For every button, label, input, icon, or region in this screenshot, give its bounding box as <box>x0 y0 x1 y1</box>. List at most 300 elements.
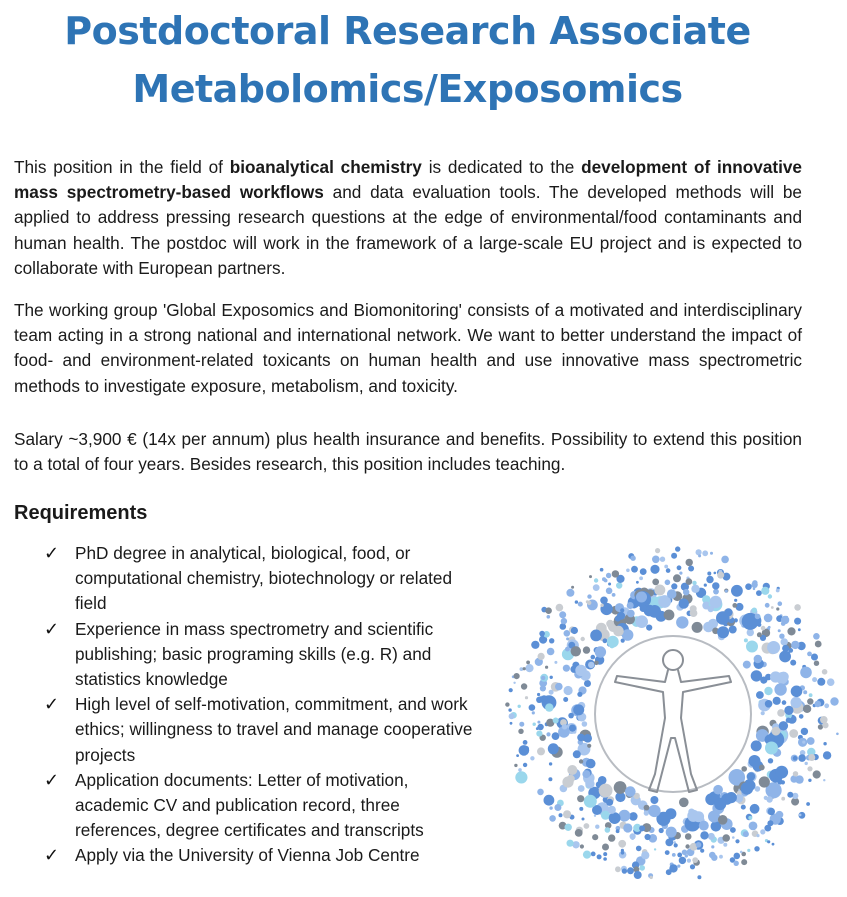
dot <box>761 587 769 595</box>
dot <box>823 779 825 781</box>
dot <box>548 777 552 781</box>
dot <box>510 722 513 725</box>
dot <box>790 660 796 666</box>
dot <box>652 579 659 586</box>
dot <box>518 768 522 772</box>
dot <box>820 716 828 724</box>
dot <box>600 604 603 607</box>
dot <box>747 629 754 636</box>
dot <box>567 765 577 775</box>
dot <box>767 840 770 843</box>
dot <box>732 836 735 839</box>
dot <box>578 602 583 607</box>
dot <box>807 766 812 771</box>
dot <box>768 758 773 763</box>
check-icon: ✓ <box>44 618 60 640</box>
dot <box>771 606 774 609</box>
dot <box>815 701 822 708</box>
dot <box>660 557 665 562</box>
dot <box>756 590 762 596</box>
dot <box>704 584 707 587</box>
dot <box>526 661 530 665</box>
dot <box>654 585 665 596</box>
requirement-text: Experience in mass spectrometry and scientific publishing; basic programing skills (e.g. R) and statistics knowledge <box>75 618 434 690</box>
dot <box>562 724 567 729</box>
dot <box>532 711 535 714</box>
dot <box>606 573 611 578</box>
dot <box>573 704 584 715</box>
dot <box>836 733 839 736</box>
dot <box>609 812 621 824</box>
dot <box>606 620 614 628</box>
dot <box>602 844 609 851</box>
dot <box>587 744 591 748</box>
dot <box>710 552 713 555</box>
dot <box>525 664 533 672</box>
dot <box>575 829 583 837</box>
dot <box>768 626 771 629</box>
check-icon: ✓ <box>44 543 60 564</box>
dot <box>698 554 701 557</box>
dot <box>537 721 540 724</box>
dot <box>674 843 678 847</box>
dot <box>555 683 563 691</box>
dot <box>774 683 786 695</box>
dot <box>608 806 616 814</box>
dot <box>565 824 572 831</box>
dot <box>786 718 791 723</box>
dot <box>724 608 732 616</box>
dot <box>773 778 777 782</box>
dot <box>764 614 773 623</box>
dot <box>604 852 607 855</box>
dot <box>639 576 643 580</box>
dot <box>577 734 585 742</box>
dot <box>827 678 835 686</box>
dot <box>673 574 681 582</box>
dot <box>573 750 581 758</box>
dot <box>672 853 676 857</box>
dot <box>776 607 779 610</box>
requirement-text: Apply via the University of Vienna Job Centre <box>75 845 420 866</box>
dot <box>691 585 699 593</box>
dot <box>655 548 660 553</box>
dot <box>692 581 696 585</box>
dot <box>519 722 524 727</box>
dot <box>677 865 680 868</box>
dot <box>594 578 598 582</box>
dot <box>650 876 653 879</box>
dot <box>560 623 567 630</box>
dot <box>759 765 765 771</box>
dot <box>586 600 589 603</box>
dot <box>823 751 831 759</box>
dot <box>615 866 621 872</box>
dot <box>548 743 559 754</box>
dot <box>679 598 689 608</box>
dot <box>746 641 758 653</box>
dot <box>616 582 622 588</box>
dot <box>627 602 634 609</box>
dot <box>545 703 553 711</box>
dot <box>523 763 527 767</box>
dot <box>761 626 766 631</box>
dot <box>795 775 803 783</box>
dot <box>807 698 813 704</box>
dot <box>687 859 691 863</box>
dot <box>783 652 789 658</box>
salary-paragraph: Salary ~3,900 € (14x per annum) plus health insurance and benefits. Possibility to extend this position to a total of four years. Besides research, this position includes teaching. <box>14 429 802 475</box>
dot <box>666 568 671 573</box>
requirement-item <box>44 617 484 693</box>
dot <box>809 693 813 697</box>
dot <box>514 673 520 679</box>
dot <box>584 680 591 687</box>
intro-paragraph <box>14 155 802 281</box>
dot <box>676 616 688 628</box>
requirement-item <box>44 541 484 617</box>
dot <box>575 665 586 676</box>
dot <box>540 685 546 691</box>
dot <box>773 697 781 705</box>
dot <box>740 851 743 854</box>
dot <box>752 608 757 613</box>
dot <box>579 759 583 763</box>
intro-bold-1: bioanalytical chemistry <box>229 157 422 177</box>
dot <box>781 616 789 624</box>
dot <box>582 770 590 778</box>
dot <box>789 729 798 738</box>
dot <box>791 641 799 649</box>
check-icon: ✓ <box>44 694 60 716</box>
dot <box>822 669 828 675</box>
dot <box>718 815 728 825</box>
dot <box>583 646 590 653</box>
dot <box>741 859 747 865</box>
dot <box>712 582 719 589</box>
intro-text-3: and data evaluation tools. The developed methods will be applied to address pressing research questions at the edge of environmental/food contaminants and human health. The postdoc will work in the framework of a large-scale EU project and is expected to collaborate with European partners. <box>14 182 802 278</box>
dot <box>544 795 555 806</box>
dot <box>719 855 723 859</box>
dot <box>616 829 620 833</box>
dot <box>770 671 781 682</box>
dot <box>751 670 762 681</box>
dot <box>696 549 702 555</box>
dot <box>652 556 660 564</box>
dot <box>648 605 661 618</box>
dot <box>794 618 801 625</box>
dot <box>636 581 639 584</box>
dot <box>659 828 664 833</box>
human-figure-in-dot-circle-icon <box>505 542 840 887</box>
dot <box>723 843 727 847</box>
dot <box>755 614 761 620</box>
dot <box>537 747 545 755</box>
dot <box>631 837 634 840</box>
dot <box>744 638 748 642</box>
dot <box>594 661 599 666</box>
dot <box>599 784 613 798</box>
dot <box>629 812 638 821</box>
dot <box>692 622 703 633</box>
dot <box>751 582 757 588</box>
dot <box>568 713 574 719</box>
dot <box>622 868 627 873</box>
dot <box>778 629 781 632</box>
dot <box>687 810 699 822</box>
dot <box>700 849 704 853</box>
dot <box>644 805 650 811</box>
group-paragraph: The working group 'Global Exposomics and Biomonitoring' consists of a motivated and interdisciplinary team acting in a strong national and international network. We want to better understand the impact of food- and environment-related toxicants on human health and use innovative mass spectrometric methods to investigate exposure, metabolism, and toxicity. <box>14 300 802 396</box>
dot <box>761 711 765 715</box>
dot <box>743 831 749 837</box>
dot <box>537 693 540 696</box>
dot <box>612 593 616 597</box>
dot <box>513 682 515 684</box>
dot <box>620 608 624 612</box>
dot <box>685 844 689 848</box>
dot <box>591 655 596 660</box>
dot <box>516 754 519 757</box>
dot <box>671 553 677 559</box>
dot <box>589 575 592 578</box>
dot <box>552 732 560 740</box>
dot <box>630 556 635 561</box>
dot <box>772 843 775 846</box>
dot <box>508 708 511 711</box>
dot <box>708 833 715 840</box>
dot <box>802 741 805 744</box>
dot <box>830 697 838 705</box>
dot <box>523 667 526 670</box>
dot <box>614 781 627 794</box>
dot <box>549 638 554 643</box>
dot <box>768 594 772 598</box>
dot <box>635 615 648 628</box>
dot <box>603 638 608 643</box>
dot <box>772 727 781 736</box>
dot <box>814 661 819 666</box>
dot <box>759 703 764 708</box>
dot <box>692 857 698 863</box>
dot <box>645 834 651 840</box>
dot <box>765 742 778 755</box>
dot <box>590 630 602 642</box>
dot <box>523 740 528 745</box>
check-icon: ✓ <box>44 845 60 867</box>
dot <box>686 559 693 566</box>
dot <box>621 849 624 852</box>
requirements-list <box>44 541 484 869</box>
dot <box>594 815 596 817</box>
dot <box>559 813 563 817</box>
dot <box>682 850 688 856</box>
dot <box>665 850 670 855</box>
dot <box>580 844 584 848</box>
dot <box>539 631 545 637</box>
dot <box>803 705 811 713</box>
dot <box>561 618 567 624</box>
dot <box>529 704 536 711</box>
dot <box>515 771 527 783</box>
dot <box>550 676 553 679</box>
dot <box>711 845 714 848</box>
dot <box>591 852 596 857</box>
dot <box>536 731 542 737</box>
dot <box>721 556 729 564</box>
dot <box>743 661 751 669</box>
dot <box>798 754 806 762</box>
dot <box>794 604 801 611</box>
dot <box>549 815 556 822</box>
dot <box>801 728 808 735</box>
dot <box>764 687 772 695</box>
dot <box>595 825 599 829</box>
dot <box>564 686 573 695</box>
dot <box>729 626 737 634</box>
dot <box>623 823 632 832</box>
dot <box>644 811 649 816</box>
dot <box>554 661 557 664</box>
dot <box>781 780 785 784</box>
dot <box>671 583 677 589</box>
dot <box>618 840 626 848</box>
dot <box>690 864 695 869</box>
dot <box>587 594 591 598</box>
dot <box>564 630 571 637</box>
dot <box>559 611 566 618</box>
dot <box>732 603 737 608</box>
dot <box>748 816 752 820</box>
dot <box>666 827 677 838</box>
dot <box>654 848 656 850</box>
page-title <box>0 2 815 118</box>
dot <box>538 653 545 660</box>
dot <box>505 702 509 706</box>
dot <box>776 811 784 819</box>
dot <box>730 857 735 862</box>
dot <box>509 688 513 692</box>
check-icon: ✓ <box>44 769 60 791</box>
dot <box>612 570 619 577</box>
dot <box>799 714 804 719</box>
dot <box>571 646 581 656</box>
dot <box>639 865 645 871</box>
dot <box>669 864 677 872</box>
dot <box>581 637 585 641</box>
intro-text-1: This position in the field of <box>14 157 230 177</box>
dot <box>807 652 812 657</box>
dot <box>571 586 574 589</box>
dot <box>817 678 825 686</box>
dot <box>690 605 697 612</box>
dot <box>563 665 570 672</box>
dot <box>791 686 803 698</box>
dot <box>533 723 536 726</box>
dot <box>648 805 660 817</box>
dot <box>702 550 708 556</box>
dot <box>714 798 726 810</box>
dot <box>566 589 574 597</box>
dot <box>696 842 702 848</box>
dot <box>685 833 692 840</box>
dot <box>756 834 759 837</box>
dot <box>585 779 594 788</box>
dot <box>632 567 636 571</box>
dot <box>664 610 675 621</box>
dot <box>775 766 788 779</box>
dot <box>677 853 682 858</box>
dot <box>566 637 569 640</box>
dot <box>768 808 775 815</box>
dot <box>595 646 606 657</box>
requirement-text: PhD degree in analytical, biological, food, or computational chemistry, biotechnology or related field <box>75 543 453 614</box>
dot <box>626 569 630 573</box>
dot <box>700 831 708 839</box>
dot <box>586 759 596 769</box>
dot <box>525 696 528 699</box>
dot <box>782 645 789 652</box>
dot <box>565 647 570 652</box>
dot <box>650 565 659 574</box>
dot <box>509 713 515 719</box>
dot <box>549 806 552 809</box>
dot <box>677 565 682 570</box>
dot <box>793 756 798 761</box>
dot <box>767 641 780 654</box>
dot <box>788 648 793 653</box>
dot <box>606 588 610 592</box>
dot <box>781 638 788 645</box>
dot <box>597 854 602 859</box>
dot <box>751 740 762 751</box>
dot <box>636 592 647 603</box>
dot <box>602 577 606 581</box>
dot <box>787 627 795 635</box>
dot <box>679 857 686 864</box>
dot <box>531 641 539 649</box>
dot <box>717 626 729 638</box>
dot <box>592 834 598 840</box>
dot <box>791 697 802 708</box>
dot <box>605 827 611 833</box>
dot <box>675 546 680 551</box>
dot <box>679 798 689 808</box>
dot <box>619 810 631 822</box>
dot <box>753 588 756 591</box>
dot <box>812 677 817 682</box>
dot <box>563 697 568 702</box>
dot <box>665 580 671 586</box>
dot <box>808 754 815 761</box>
dot <box>757 632 762 637</box>
dot <box>530 756 534 760</box>
dot <box>577 692 582 697</box>
dot <box>521 683 527 689</box>
requirement-item <box>44 768 484 844</box>
dot <box>759 776 770 787</box>
dot <box>707 572 711 576</box>
dot <box>636 846 642 852</box>
dot <box>518 729 523 734</box>
dot <box>799 814 802 817</box>
dot <box>811 654 818 661</box>
dot <box>813 633 820 640</box>
dot <box>603 857 607 861</box>
dot <box>650 796 658 804</box>
inner-circle <box>595 636 751 792</box>
requirement-text: Application documents: Letter of motivation, academic CV and publication record, three references, degree certificates and transcripts <box>75 769 424 841</box>
